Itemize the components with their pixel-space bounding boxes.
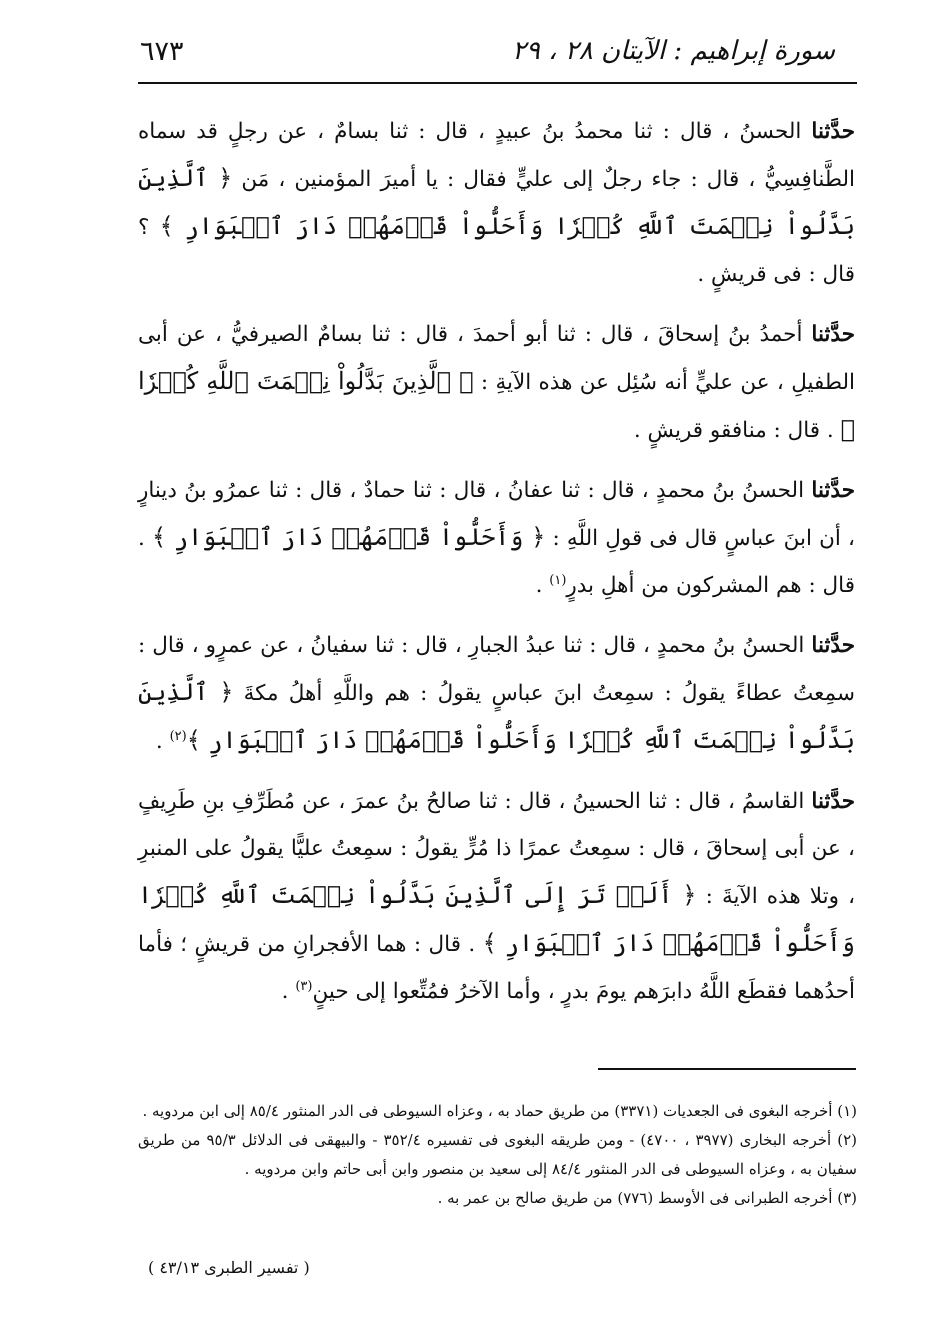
- paragraph-text: الحسنُ بنُ محمدٍ ، قال : ثنا عبدُ الجبارِ ، قال : ثنا سفيانُ ، عن عمرٍو ، قال : سمِعتُ عطاءً يقولُ : سمِعتُ ابنَ عباسٍ يقولُ : هم واللَّهِ أهلُ مكةَ: [138, 633, 855, 706]
- quran-verse: ﴿ أَلَمۡ تَرَ إِلَى ٱلَّذِينَ بَدَّلُواْ نِعۡمَتَ ٱللَّهِ كُفۡرٗا وَأَحَلُّواْ قَوۡمَهُمۡ دَارَ ٱلۡبَوَارِ ﴾: [138, 881, 855, 957]
- paragraph: حدَّثنا الحسنُ بنُ محمدٍ ، قال : ثنا عبدُ الجبارِ ، قال : ثنا سفيانُ ، عن عمرٍو ، قال : سمِعتُ عطاءً يقولُ : سمِعتُ ابنَ عباسٍ يقولُ : هم واللَّهِ أهلُ مكةَ ﴿ ٱلَّذِينَ بَدَّلُواْ نِعۡمَتَ ٱللَّهِ كُفۡرٗا وَأَحَلُّواْ قَوۡمَهُمۡ دَارَ ٱلۡبَوَارِ ﴾$^{(٢)}$ .: [138, 633, 855, 754]
- paragraph-tail: ؟ قال : فى قريشٍ .: [138, 215, 855, 287]
- paragraph-text: الحسنُ بنُ محمدٍ ، قال : ثنا عفانُ ، قال : ثنا حمادٌ ، قال : ثنا عمرُو بنُ دينارٍ ، أن ابنَ عباسٍ قال فى قولِ اللَّهِ :: [138, 478, 856, 551]
- footnotes: [138, 1097, 857, 1213]
- paragraph: [138, 311, 855, 454]
- footnote-marker: (١): [549, 572, 567, 588]
- footnote-marker: (٣): [295, 978, 313, 994]
- page-number: ٦٧٣: [140, 36, 184, 67]
- printer-signature: ( تفسير الطبرى ٤٣/١٣ ): [148, 1258, 310, 1277]
- header-rule: [138, 82, 857, 84]
- paragraph-tail: . قال : منافقو قريشٍ .: [633, 418, 841, 443]
- paragraph-lead: حدَّثنا: [811, 633, 855, 658]
- paragraph-tail: . قال : هم المشركون من أهلِ بدرٍ: [138, 526, 855, 598]
- paragraph-lead: حدَّثنا: [811, 789, 855, 814]
- paragraph-lead: حدَّثنا: [811, 322, 855, 347]
- footnote-rule: [598, 1068, 856, 1070]
- paragraph-text: الحسنُ ، قال : ثنا محمدُ بنُ عبيدٍ ، قال : ثنا بسامٌ ، عن رجلٍ قد سماه الطَّنافِسِيُّ ، قال : جاء رجلٌ إلى عليٍّ فقال : يا أميرَ المؤمنين ، مَن: [138, 119, 855, 192]
- paragraph-text: القاسمُ ، قال : ثنا الحسينُ ، قال : ثنا صالحُ بنُ عمرَ ، عن مُطَرِّفِ بنِ طَرِيفٍ ، عن أبى إسحاقَ ، قال : سمِعتُ عمرًا ذا مُرٍّ يقولُ : سمِعتُ عليًّا يقولُ على المنبرِ ، وتلا هذه الآيةَ :: [138, 789, 856, 909]
- quran-verse: ﴿ ٱلَّذِينَ بَدَّلُواْ نِعۡمَتَ ٱللَّهِ كُفۡرٗا وَأَحَلُّواْ قَوۡمَهُمۡ دَارَ ٱلۡبَوَارِ ﴾: [138, 164, 856, 240]
- paragraph: حدَّثنا القاسمُ ، قال : ثنا الحسينُ ، قال : ثنا صالحُ بنُ عمرَ ، عن مُطَرِّفِ بنِ طَرِيفٍ ، عن أبى إسحاقَ ، قال : سمِعتُ عمرًا ذا مُرٍّ يقولُ : سمِعتُ عليًّا يقولُ على المنبرِ ، وتلا هذه الآيةَ : ﴿ أَلَمۡ تَرَ إِلَى ٱلَّذِينَ بَدَّلُواْ نِعۡمَتَ ٱللَّهِ كُفۡرٗا وَأَحَلُّواْ قَوۡمَهُمۡ دَارَ ٱلۡبَوَارِ ﴾ . قال : هما الأفجرانِ من قريشٍ ؛ فأما أحدُهما فقطَع اللَّهُ دابرَهم يومَ بدرٍ ، وأما الآخرُ فمُتِّعوا إلى حينٍ$^{(٣)}$ .: [138, 789, 856, 1004]
- footnote: (٣) أخرجه الطبرانى فى الأوسط (٧٧٦) من طريق صالح بن عمر به .: [437, 1189, 857, 1207]
- paragraph: حدَّثنا الحسنُ بنُ محمدٍ ، قال : ثنا عفانُ ، قال : ثنا حمادٌ ، قال : ثنا عمرُو بنُ دينارٍ ، أن ابنَ عباسٍ قال فى قولِ اللَّهِ : ﴿ وَأَحَلُّواْ قَوۡمَهُمۡ دَارَ ٱلۡبَوَارِ ﴾ . قال : هم المشركون من أهلِ بدرٍ$^{(١)}$ .: [138, 478, 856, 598]
- running-title: سورة إبراهيم : الآيتان ٢٨ ، ٢٩: [511, 36, 835, 66]
- page-header: [140, 28, 855, 82]
- paragraph-lead: حدَّثنا: [811, 478, 855, 503]
- main-text: [138, 108, 855, 1028]
- footnote-marker: (٢): [169, 728, 187, 744]
- paragraph: [138, 108, 855, 298]
- paragraph-tail: . قال : هما الأفجرانِ من قريشٍ ؛ فأما أحدُهما فقطَع اللَّهُ دابرَهم يومَ بدرٍ ، وأما الآخرُ فمُتِّعوا إلى حينٍ: [138, 932, 855, 1004]
- quran-verse: ﴿ وَأَحَلُّواْ قَوۡمَهُمۡ دَارَ ٱلۡبَوَارِ ﴾: [152, 523, 546, 551]
- paragraph-lead: حدَّثنا: [811, 119, 855, 144]
- footnote: (١) أخرجه البغوى فى الجعديات (٣٣٧١) من طريق حماد به ، وعزاه السيوطى فى الدر المنثور ٨٥/٤ إلى ابن مردويه .: [142, 1102, 857, 1120]
- footnote: (٢) أخرجه البخارى (٣٩٧٧ ، ٤٧٠٠) - ومن طريقه البغوى فى تفسيره ٣٥٢/٤ - والبيهقى فى الدلائل ٩٥/٣ من طريق سفيان به ، وعزاه السيوطى فى الدر المنثور ٨٤/٤ إلى سعيد بن منصور وابن أبى حاتم وابن مردويه .: [138, 1131, 857, 1178]
- quran-verse: ﴿ ٱلَّذِينَ بَدَّلُواْ نِعۡمَتَ ٱللَّهِ كُفۡرٗا وَأَحَلُّواْ قَوۡمَهُمۡ دَارَ ٱلۡبَوَارِ ﴾: [138, 678, 855, 754]
- paragraph-text: أحمدُ بنُ إسحاقَ ، قال : ثنا أبو أحمدَ ، قال : ثنا بسامٌ الصيرفيُّ ، عن أبى الطفيلِ ، عن عليٍّ أنه سُئِل عن هذه الآيةِ :: [138, 322, 855, 395]
- quran-verse: ﴿ ٱلَّذِينَ بَدَّلُواْ نِعۡمَتَ ٱللَّهِ كُفۡرٗا ﴾: [138, 367, 855, 443]
